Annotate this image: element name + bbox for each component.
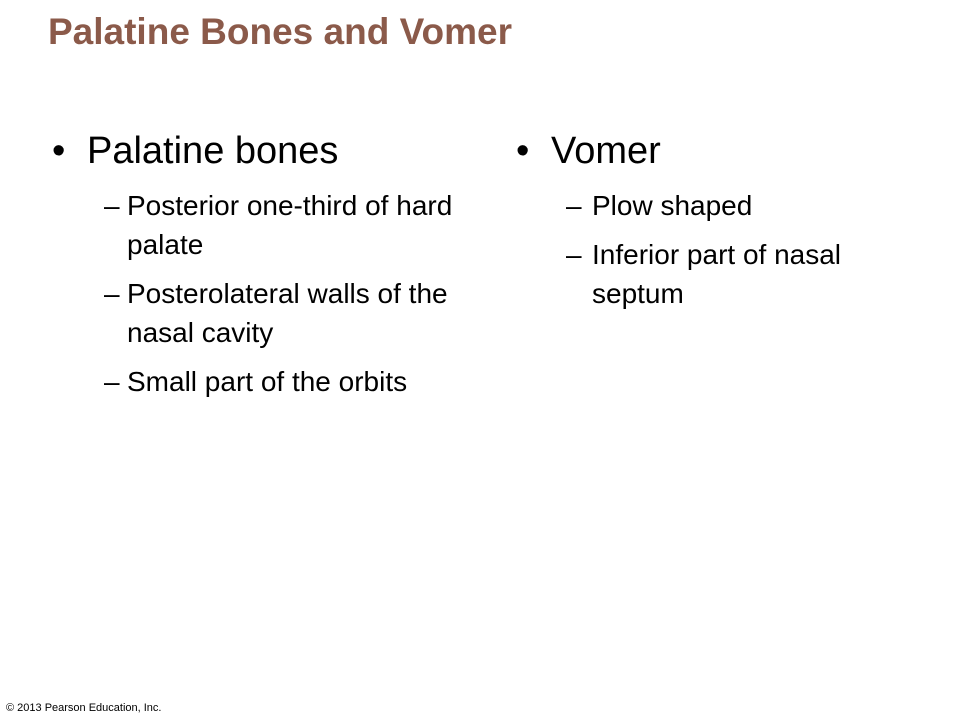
bullet-heading-vomer: [516, 126, 936, 176]
sub-bullet-text: Posterior one-third of hard palate: [127, 190, 453, 260]
dash-bullet: –: [104, 366, 120, 397]
copyright-notice: © 2013 Pearson Education, Inc.: [6, 702, 162, 714]
dash-bullet: –: [566, 190, 582, 221]
sub-bullet-item: [52, 362, 482, 401]
bullet-heading-text: Vomer: [551, 130, 661, 172]
dash-bullet: –: [104, 278, 120, 309]
sub-bullet-item: [516, 186, 936, 225]
column-palatine-bones: [52, 126, 482, 411]
sub-bullet-text: Posterolateral walls of the nasal cavity: [127, 278, 448, 348]
sub-bullet-text: Inferior part of nasal septum: [592, 239, 842, 309]
bullet-heading-palatine-bones: [52, 126, 482, 176]
dash-bullet: –: [566, 239, 582, 270]
sub-bullet-item: [516, 235, 936, 313]
bullet-dot: •: [516, 130, 530, 172]
bullet-heading-text: Palatine bones: [87, 130, 339, 172]
sub-bullet-list: [516, 186, 936, 313]
slide-title: Palatine Bones and Vomer: [48, 11, 512, 52]
sub-bullet-item: [52, 274, 482, 352]
sub-bullet-text: Plow shaped: [592, 190, 753, 221]
sub-bullet-list: [52, 186, 482, 401]
column-vomer: [516, 126, 936, 323]
dash-bullet: –: [104, 190, 120, 221]
bullet-dot: •: [52, 130, 66, 172]
sub-bullet-item: [52, 186, 482, 264]
sub-bullet-text: Small part of the orbits: [127, 366, 408, 397]
